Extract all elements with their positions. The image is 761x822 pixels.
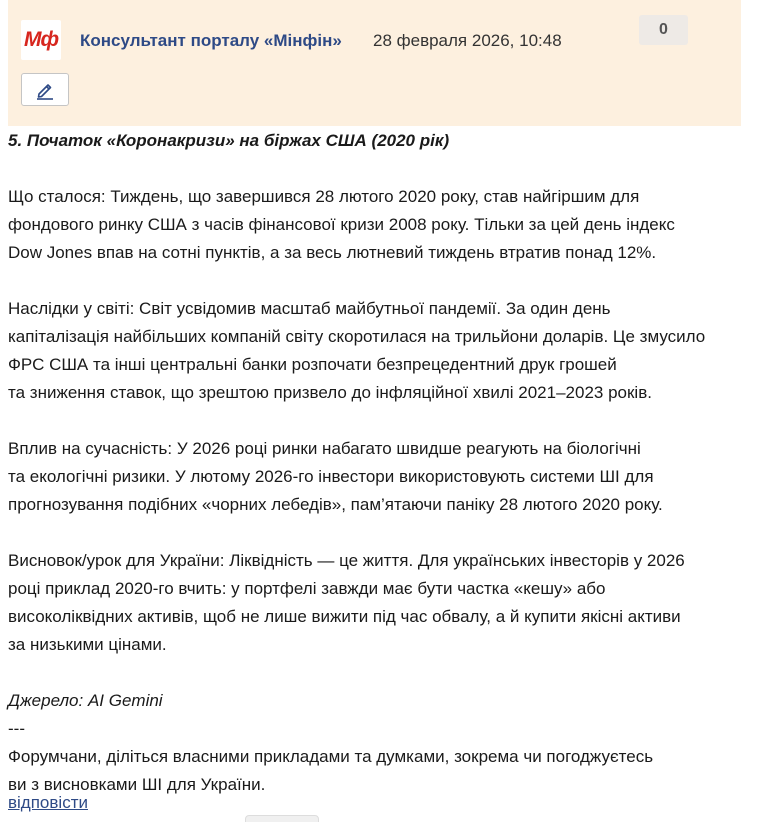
separator-text: --- bbox=[8, 719, 25, 738]
edit-button[interactable] bbox=[21, 73, 69, 106]
post-header bbox=[8, 0, 741, 126]
source-line: Джерело: AI Gemini bbox=[8, 691, 163, 710]
paragraph-line: Dow Jones впав на сотні пунктів, а за весь лютневий тиждень втратив понад 12%. bbox=[8, 243, 657, 262]
paragraph-line: та екологічні ризики. У лютому 2026-го інвестори використовують системи ШІ для bbox=[8, 467, 654, 486]
paragraph-line: ФРС США та інші центральні банки розпочати безпрецедентний друк грошей bbox=[8, 355, 617, 374]
paragraph-line: високоліквідних активів, щоб не лише вижити під час обвалу, а й купити якісні активи bbox=[8, 607, 681, 626]
logo-text: Мф bbox=[23, 28, 59, 51]
paragraph-line: Форумчани, діліться власними прикладами та думками, зокрема чи погоджуєтесь bbox=[8, 747, 654, 766]
paragraph-line: Наслідки у світі: Світ усвідомив масштаб майбутньої пандемії. За один день bbox=[8, 299, 611, 318]
post-date: 28 февраля 2026, 10:48 bbox=[373, 31, 562, 50]
reply-link[interactable]: відповісти bbox=[8, 793, 88, 812]
paragraph-line: Що сталося: Тиждень, що завершився 28 лютого 2020 року, став найгіршим для bbox=[8, 187, 640, 206]
paragraph-line: та зниження ставок, що зрештою призвело до інфляційної хвилі 2021–2023 років. bbox=[8, 383, 652, 402]
paragraph-line: році приклад 2020-го вчить: у портфелі завжди має бути частка «кешу» або bbox=[8, 579, 606, 598]
author-name[interactable]: Консультант порталу «Мінфін» bbox=[80, 31, 342, 50]
minfin-logo[interactable] bbox=[21, 20, 61, 60]
pencil-icon bbox=[35, 80, 55, 100]
post-body bbox=[8, 127, 748, 799]
paragraph-line: Вплив на сучасність: У 2026 році ринки набагато швидше реагують на біологічні bbox=[8, 439, 641, 458]
rating-counter[interactable]: 0 bbox=[639, 15, 688, 45]
paragraph-line: ви з висновками ШІ для України. bbox=[8, 775, 266, 794]
paragraph-line: прогнозування подібних «чорних лебедів», пам’ятаючи паніку 28 лютого 2020 року. bbox=[8, 495, 663, 514]
post-heading: 5. Початок «Коронакризи» на біржах США (2020 рік) bbox=[8, 131, 450, 150]
paragraph-line: за низькими цінами. bbox=[8, 635, 167, 654]
paragraph-line: капіталізація найбільших компаній світу скоротилася на трильйони доларів. Це змусило bbox=[8, 327, 706, 346]
partial-button[interactable] bbox=[245, 815, 319, 822]
paragraph-line: фондового ринку США з часів фінансової кризи 2008 року. Тільки за цей день індекс bbox=[8, 215, 675, 234]
paragraph-line: Висновок/урок для України: Ліквідність — це життя. Для українських інвесторів у 2026 bbox=[8, 551, 685, 570]
